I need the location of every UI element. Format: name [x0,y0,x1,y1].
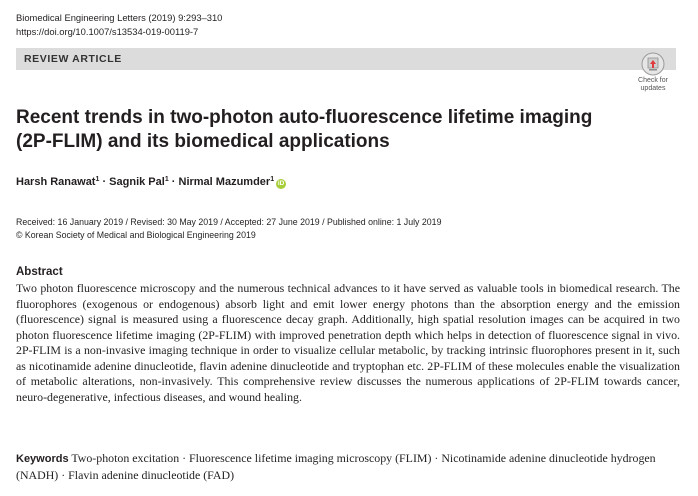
keywords-heading: Keywords [16,453,69,465]
check-for-updates-icon [641,52,665,76]
journal-header [16,11,222,39]
author-name[interactable]: Harsh Ranawat [16,176,96,188]
abstract-heading: Abstract [16,266,63,278]
author-separator: · [168,176,179,188]
author-name[interactable]: Sagnik Pal [109,176,165,188]
article-title [16,106,626,154]
title-line-2: (2P-FLIM) and its biomedical applications [16,131,390,152]
copyright-notice: © Korean Society of Medical and Biological Engineering 2019 [16,230,256,240]
author-separator: · [99,176,110,188]
article-type-bar [16,48,676,70]
author-affiliation: 1 [164,176,169,183]
article-type-label: REVIEW ARTICLE [24,53,122,65]
publication-history: Received: 16 January 2019 / Revised: 30 May 2019 / Accepted: 27 June 2019 / Published online: 1 July 2019 [16,217,442,227]
author-affiliation: 1 [95,176,100,183]
author-list [16,176,286,189]
author-name[interactable]: Nirmal Mazumder [178,176,271,188]
abstract-text: Two photon fluorescence microscopy and the numerous technical advances to it have served as valuable tools in biomedical research. The fluorophores (exogenous or endogenous) absorb light and emit lower energy photons than the absorption energy and the emission (fluorescence) signal is measured using a fluorescence decay graph. Additionally, high spatial resolution images can be acquired in two photon fluorescence lifetime imaging (2P-FLIM) with improved penetration depth which helps in detection of fluorescence signal in vivo. 2P-FLIM is a non-invasive imaging technique in order to visualize cellular metabolic, by tracking intrinsic fluorophores present in it, such as nicotinamide adenine dinucleotide, flavin adenine dinucleotide and tryptophan etc. 2P-FLIM of these molecules enable the visualization of metabolic alterations, non-invasively. This comprehensive review discusses the numerous applications of 2P-FLIM towards cancer, neuro-degenerative, infectious diseases, and wound healing. [16,281,680,404]
journal-citation: Biomedical Engineering Letters (2019) 9:293–310 [16,12,223,23]
orcid-icon[interactable]: iD [277,180,285,187]
keywords-section [16,451,680,483]
author-affiliation: 1 [270,176,275,183]
article-dates [16,216,441,242]
title-line-1: Recent trends in two-photon auto-fluorescence lifetime imaging [16,107,593,128]
doi-link[interactable]: https://doi.org/10.1007/s13534-019-00119-7 [16,26,199,37]
check-for-updates-button[interactable] [634,52,672,96]
check-for-updates-label: Check for updates [638,77,668,92]
keywords-text: Two-photon excitation · Fluorescence lifetime imaging microscopy (FLIM) · Nicotinamide adenine dinucleotide hydrogen (NADH) · Flavin adenine dinucleotide (FAD) [16,451,656,482]
